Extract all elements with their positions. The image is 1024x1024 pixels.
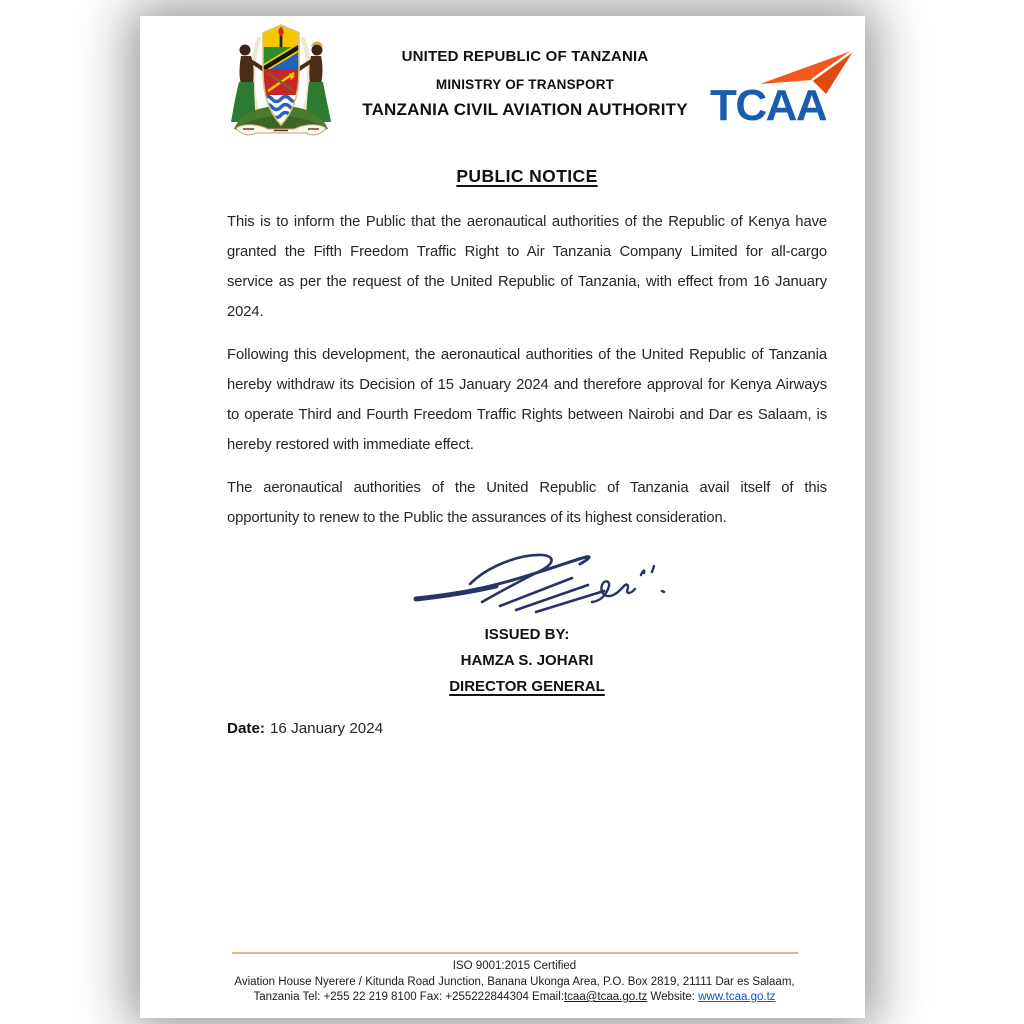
- notice-paragraph-2: [227, 340, 827, 460]
- paragraph-line: The aeronautical authorities of the United Republic of Tanzania avail itself of this: [227, 480, 827, 496]
- paragraph-line: granted the Fifth Freedom Traffic Right to Air Tanzania Company Limited for all-cargo: [227, 244, 827, 260]
- footer-contact: [164, 990, 865, 1006]
- website-link[interactable]: www.tcaa.go.tz: [698, 991, 776, 1003]
- paragraph-line: 2024.: [227, 304, 264, 320]
- tcaa-logo-text: TCAA: [710, 81, 827, 126]
- date-value: 16 January 2024: [269, 720, 384, 737]
- issued-by-label: ISSUED BY:: [484, 626, 570, 643]
- letterhead-ministry: MINISTRY OF TRANSPORT: [435, 77, 615, 92]
- notice-paragraph-1: [227, 207, 827, 327]
- issued-by-block: [227, 622, 827, 700]
- tcaa-logo: [710, 48, 860, 126]
- issuer-name: HAMZA S. JOHARI: [460, 652, 594, 669]
- footer: [164, 952, 865, 1006]
- notice-body: [227, 166, 827, 546]
- notice-title: PUBLIC NOTICE: [456, 166, 598, 186]
- footer-divider: [232, 952, 798, 954]
- paragraph-line: to operate Third and Fourth Freedom Traffic Rights between Nairobi and Dar es Salaam, is: [227, 407, 827, 423]
- paragraph-line: hereby withdraw its Decision of 15 January 2024 and therefore approval for Kenya Airways: [227, 377, 827, 393]
- date-line: [227, 720, 383, 737]
- footer-website-label: Website:: [650, 991, 695, 1003]
- paragraph-line: hereby restored with immediate effect.: [227, 437, 474, 453]
- notice-paragraph-3: [227, 473, 827, 533]
- letterhead-authority: TANZANIA CIVIL AVIATION AUTHORITY: [362, 100, 688, 119]
- date-label: Date:: [227, 720, 265, 737]
- paragraph-line: This is to inform the Public that the aeronautical authorities of the Republic of Kenya have: [227, 214, 827, 230]
- letterhead-country: UNITED REPUBLIC OF TANZANIA: [401, 48, 649, 65]
- issuer-role: DIRECTOR GENERAL: [449, 678, 605, 695]
- footer-certified: ISO 9001:2015 Certified: [452, 960, 577, 972]
- paragraph-line: opportunity to renew to the Public the assurances of its highest consideration.: [227, 510, 727, 526]
- footer-address: Aviation House Nyerere / Kitunda Road Junction, Banana Ukonga Area, P.O. Box 2819, 21111 Dar es Salaam,: [234, 975, 795, 988]
- footer-contact-text: Tanzania Tel: +255 22 219 8100 Fax: +255222844304 Email:: [253, 991, 564, 1003]
- document-page: [140, 16, 865, 1018]
- signature-image: [408, 544, 668, 618]
- paragraph-line: service as per the request of the United Republic of Tanzania, with effect from 16 January: [227, 274, 827, 290]
- email-link[interactable]: tcaa@tcaa.go.tz: [563, 991, 648, 1003]
- letterhead-titles: [290, 46, 760, 120]
- paragraph-line: Following this development, the aeronautical authorities of the United Republic of Tanzania: [227, 347, 827, 363]
